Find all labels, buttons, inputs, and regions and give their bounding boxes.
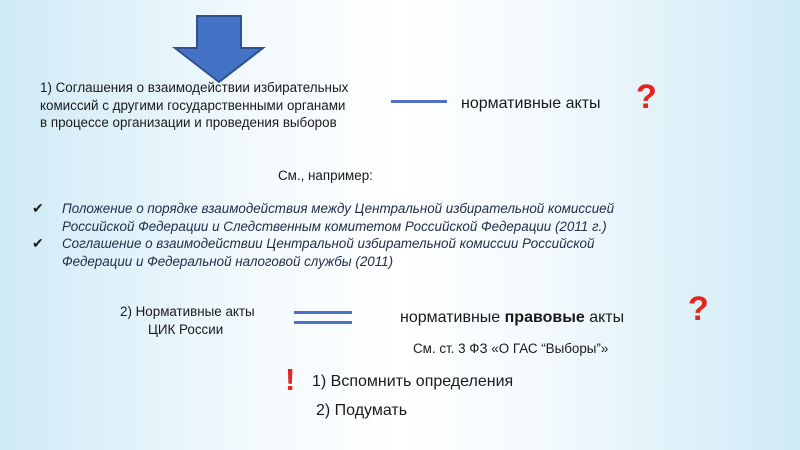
- list-item: [32, 235, 732, 270]
- law-reference: См. ст. 3 ФЗ «О ГАС “Выборы”»: [413, 341, 609, 356]
- item2-text: [120, 303, 255, 339]
- example-line: Соглашение о взаимодействии Центральной избирательной комиссии Российской: [62, 236, 595, 251]
- checkmark-icon: ✔: [32, 200, 44, 216]
- exclamation-icon: !: [285, 362, 296, 397]
- item1-line: 1) Соглашения о взаимодействии избирательных: [40, 80, 349, 95]
- dash-connector: [391, 100, 447, 103]
- relation-suffix: акты: [584, 309, 625, 326]
- item2-line: ЦИК России: [148, 322, 224, 337]
- item1-line: в процессе организации и проведения выборов: [40, 115, 337, 130]
- item1-text: [40, 79, 400, 132]
- see-example-label: См., например:: [278, 168, 373, 183]
- task-2: 2) Подумать: [316, 402, 408, 419]
- equals-line: [294, 311, 352, 314]
- task-1: 1) Вспомнить определения: [312, 373, 514, 390]
- normative-acts-label: нормативные акты: [461, 95, 601, 112]
- item2-line: 2) Нормативные акты: [120, 304, 255, 319]
- normative-legal-acts-label: [400, 309, 624, 327]
- relation-prefix: нормативные: [400, 309, 505, 326]
- question-mark-icon: ?: [636, 78, 657, 116]
- item1-line: комиссий с другими государственными органами: [40, 97, 346, 113]
- down-arrow-icon: [172, 14, 266, 84]
- question-mark-icon: ?: [688, 290, 709, 328]
- example-line: Российской Федерации и Следственным комитетом Российской Федерации (2011 г.): [62, 218, 607, 234]
- relation-bold: правовые: [504, 309, 585, 326]
- equals-line: [294, 321, 352, 324]
- equals-connector: [294, 311, 352, 325]
- examples-list: [32, 200, 732, 270]
- checkmark-icon: ✔: [32, 235, 44, 251]
- example-line: Федерации и Федеральной налоговой службы (2011): [62, 253, 394, 269]
- example-line: Положение о порядке взаимодействия между Центральной избирательной комиссией: [62, 201, 615, 216]
- list-item: [32, 200, 732, 235]
